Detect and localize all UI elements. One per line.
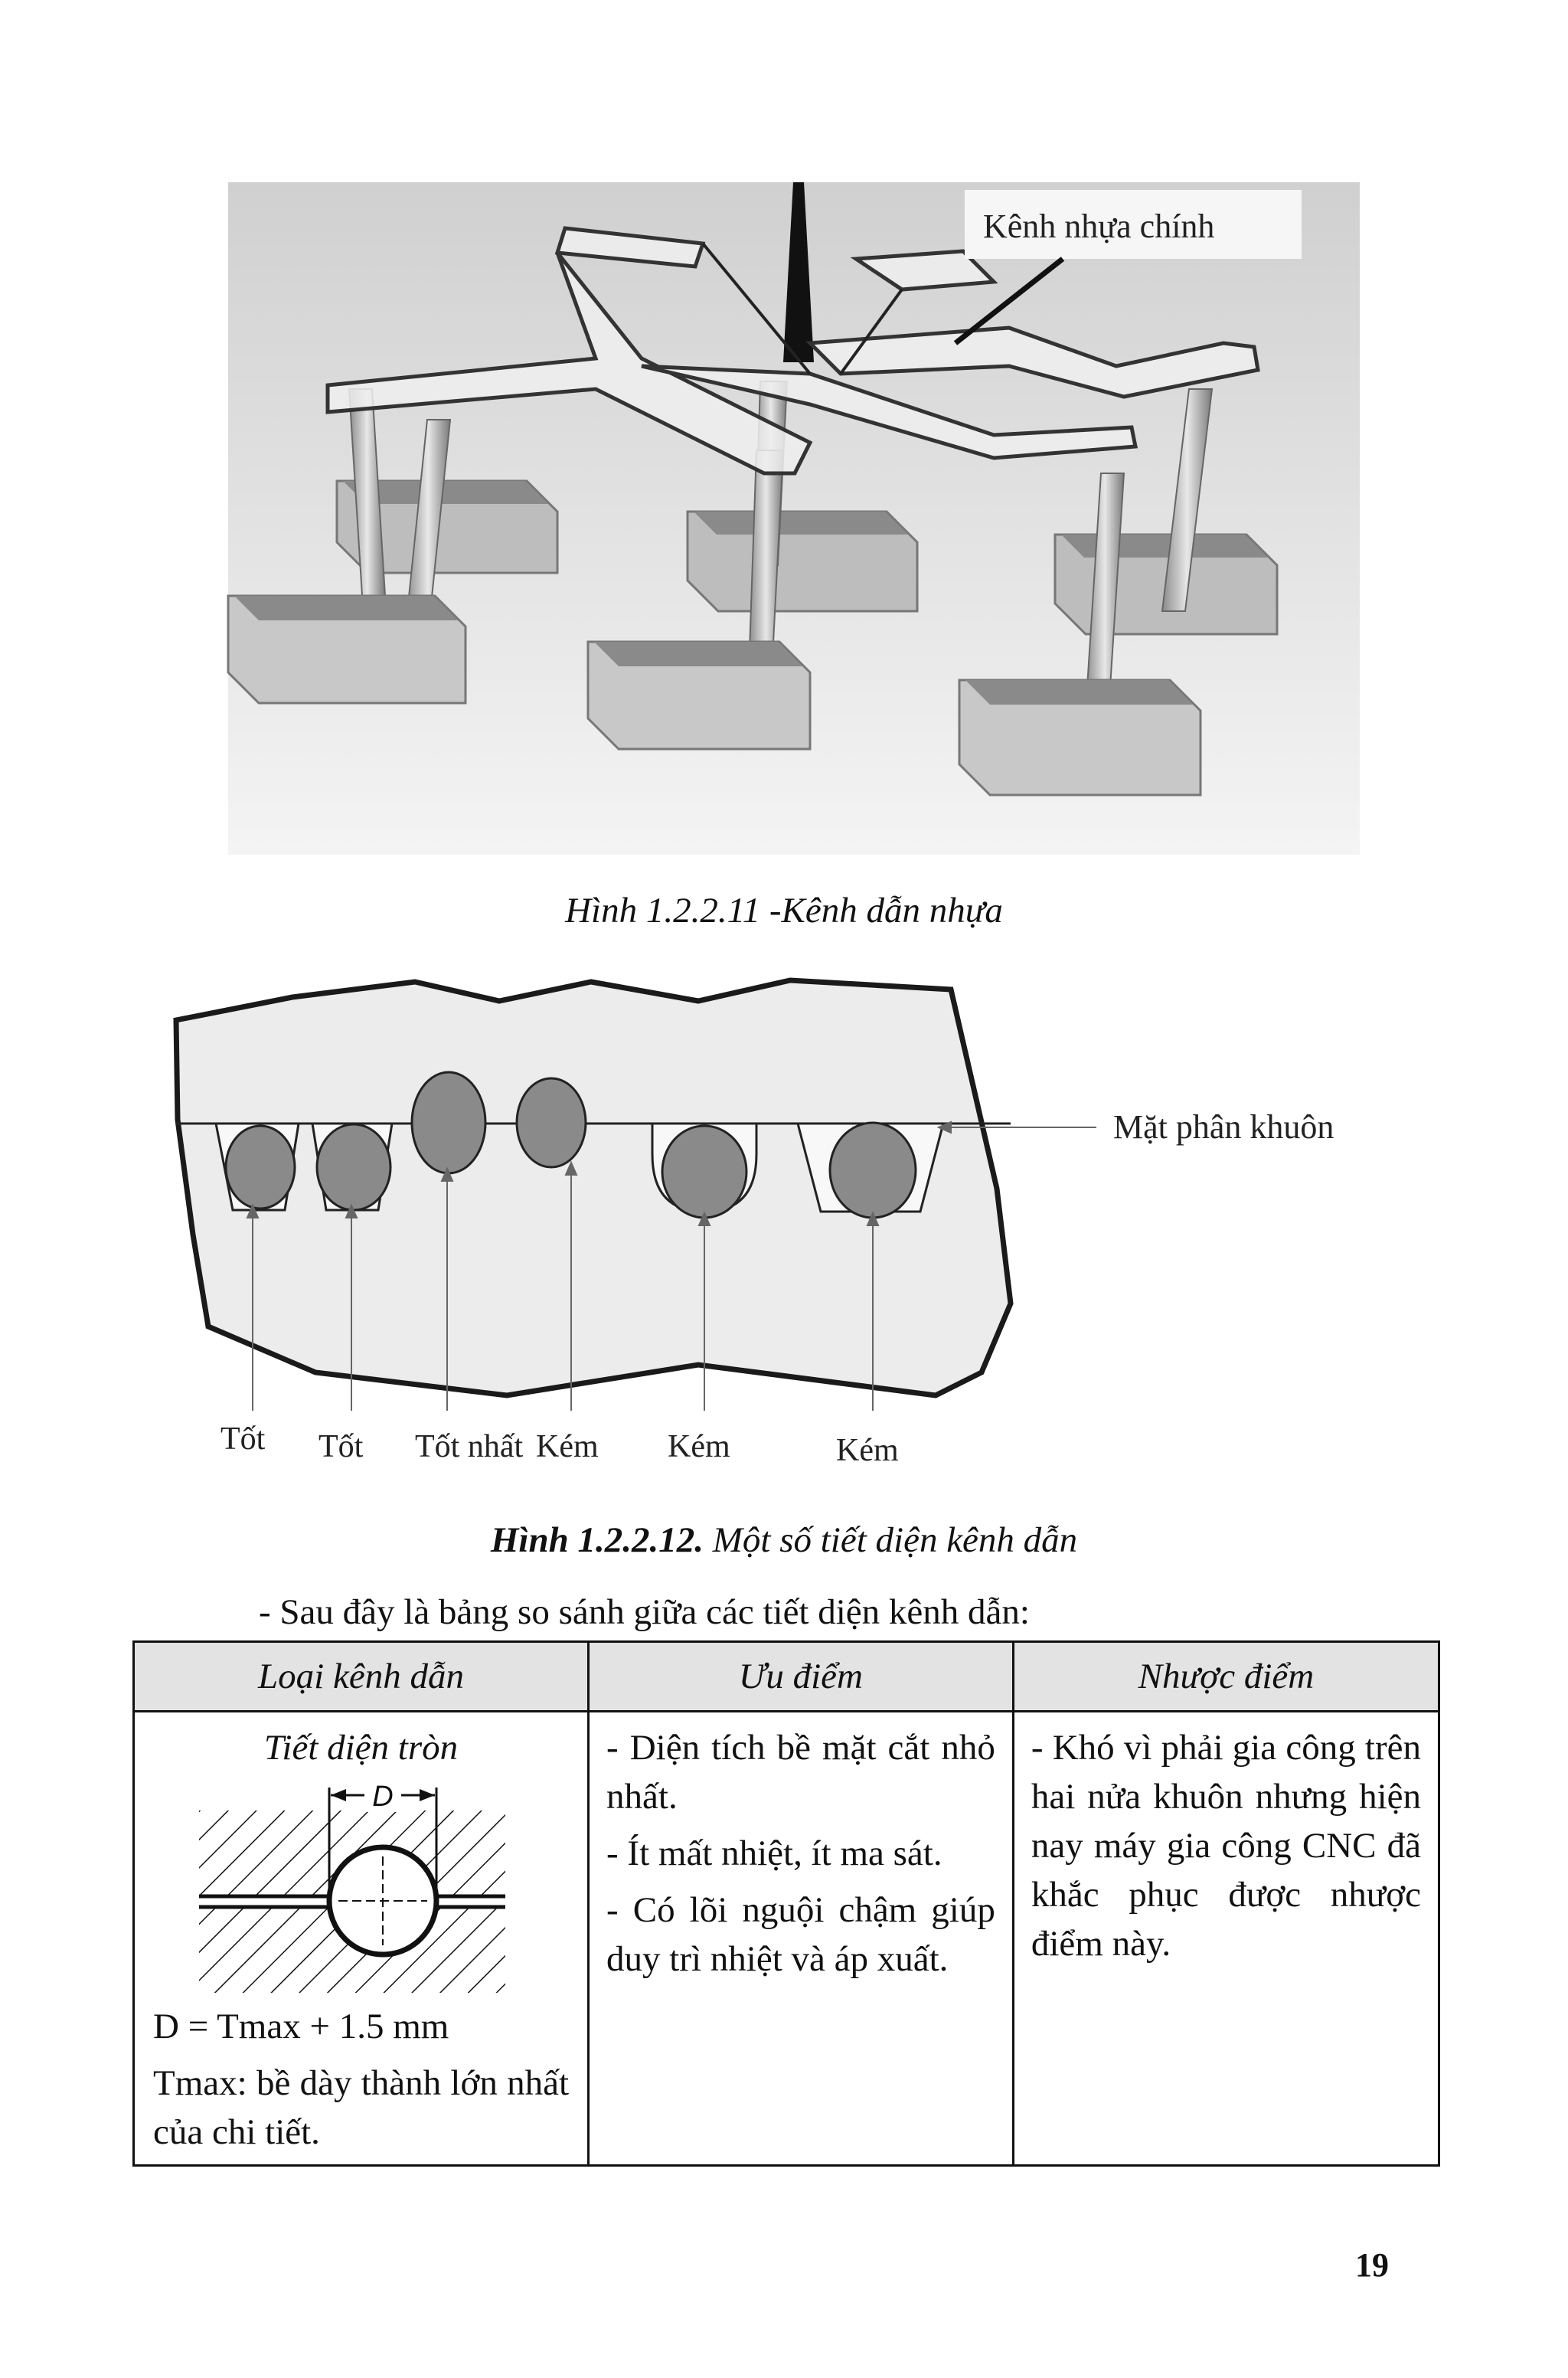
page-number: 19	[1355, 2246, 1389, 2284]
disadvantages-cell	[1013, 1712, 1439, 2166]
header-cell: Nhược điểm	[1013, 1642, 1439, 1712]
formula-text: D = Tmax + 1.5 mm	[153, 2007, 449, 2046]
dimension-label: D	[372, 1781, 394, 1813]
rating-label: Tốt nhất	[415, 1429, 524, 1464]
disadvantage-item: - Khó vì phải gia công trên hai nửa khuôn nhưng hiện nay máy gia công CNC đã khắc phục được nhược điểm này.	[1031, 1728, 1421, 1964]
type-cell	[134, 1712, 589, 2166]
round-section-drawing	[153, 1772, 536, 2002]
type-title: Tiết diện tròn	[263, 1728, 459, 1768]
intro-text: - Sau đây là bảng so sánh giữa các tiết diện kênh dẫn:	[259, 1592, 1030, 1632]
rating-label: Kém	[536, 1429, 599, 1464]
rating-label: Tốt	[220, 1421, 266, 1457]
parting-line-label: Mặt phân khuôn	[1113, 1108, 1334, 1146]
rating-label: Tốt	[318, 1429, 364, 1464]
advantage-item: - Có lõi nguội chậm giúp duy trì nhiệt và áp xuất.	[606, 1890, 995, 1979]
main-runner-label: Kênh nhựa chính	[983, 208, 1215, 245]
figure1-caption: Hình 1.2.2.11 -Kênh dẫn nhựa	[565, 891, 1003, 931]
advantage-item: - Diện tích bề mặt cắt nhỏ nhất.	[606, 1728, 995, 1817]
advantage-item: - Ít mất nhiệt, ít ma sát.	[606, 1833, 942, 1873]
runner-system-figure	[228, 182, 1360, 855]
table-header-row	[134, 1642, 1439, 1712]
comparison-table	[132, 1640, 1440, 2167]
advantages-cell	[589, 1712, 1014, 2166]
tmax-note: Tmax: bề dày thành lớn nhất của chi tiết.	[153, 2063, 570, 2152]
header-cell: Ưu điểm	[589, 1642, 1014, 1712]
table-row	[134, 1712, 1439, 2166]
figure2-caption-number: Hình 1.2.2.12.	[490, 1520, 704, 1560]
rating-label: Kém	[836, 1433, 899, 1468]
figure2-caption-text: Một số tiết diện kênh dẫn	[703, 1520, 1078, 1560]
rating-label: Kém	[668, 1429, 730, 1464]
header-cell: Loại kênh dẫn	[134, 1642, 589, 1712]
figure2-caption	[0, 1519, 1568, 1561]
runner-cross-section-figure	[162, 967, 1334, 1503]
